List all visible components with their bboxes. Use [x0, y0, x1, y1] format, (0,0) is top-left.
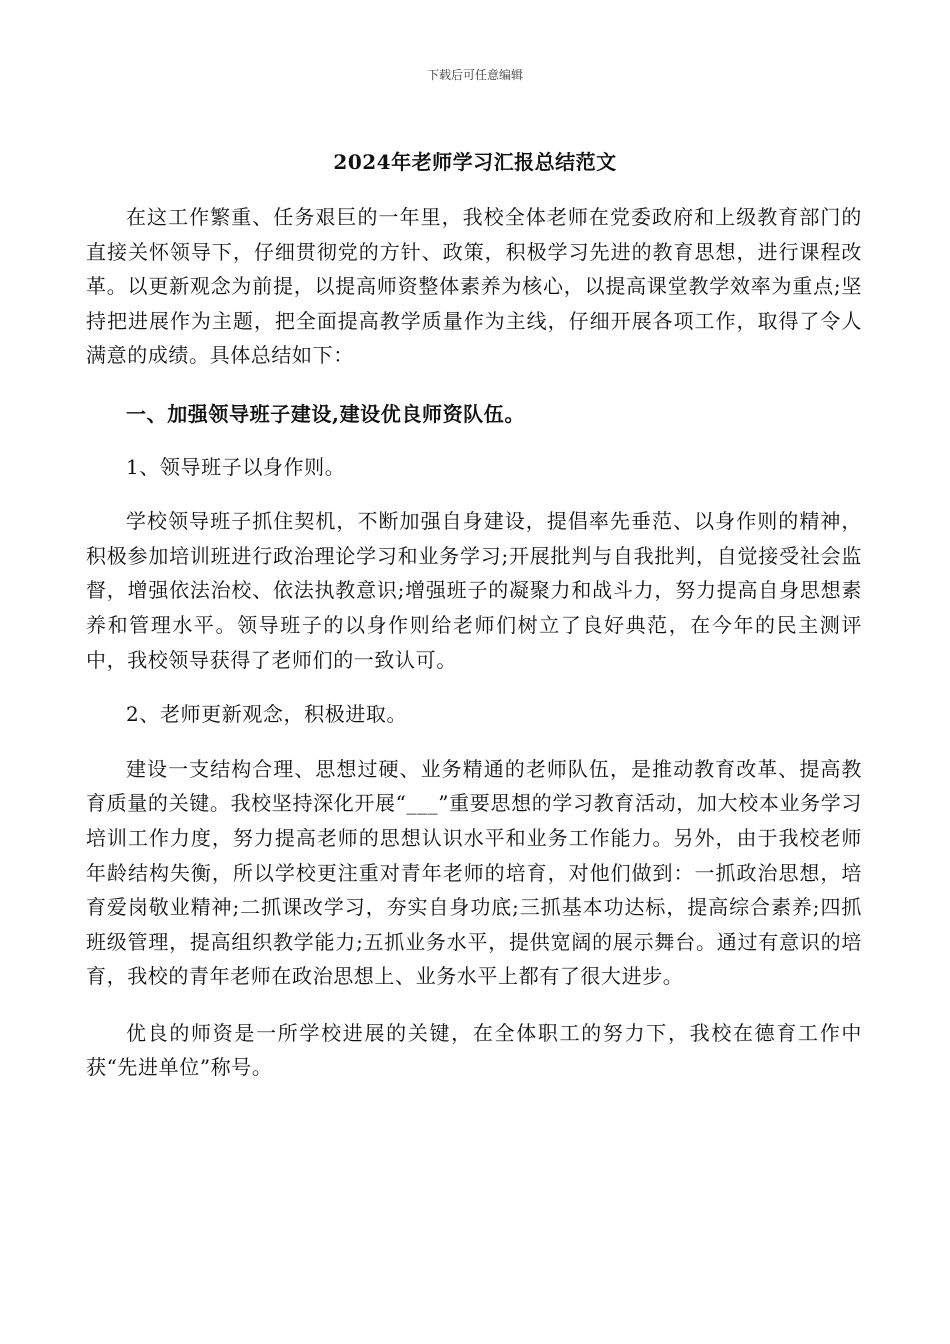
section-heading: 一、加强领导班子建设,建设优良师资队伍。	[126, 401, 525, 426]
page-header-note: 下载后可任意编辑	[426, 68, 523, 82]
item-body-paragraph: 学校领导班子抓住契机，不断加强自身建设，提倡率先垂范、以身作则的精神，积极参加培训班进行政治理论学习和业务学习;开展批判与自我批判，自觉接受社会监督，增强依法治校、依法执教意识;增强班子的凝聚力和战斗力，努力提高自身思想素养和管理水平。领导班子的以身作则给老师们树立了良好典范，在今年的民主测评中，我校领导获得了老师们的一致认可。	[86, 509, 862, 672]
item-title: 2、老师更新观念，积极进取。	[126, 702, 408, 727]
item-body-paragraph: 建设一支结构合理、思想过硬、业务精通的老师队伍，是推动教育改革、提高教育质量的关键。我校坚持深化开展“___”重要思想的学习教育活动，加大校本业务学习培训工作力度，努力提高老师的思想认识水平和业务工作能力。另外，由于我校老师年龄结构失衡，所以学校更注重对青年老师的培育，对他们做到：一抓政治思想，培育爱岗敬业精神;二抓课改学习，夯实自身功底;三抓基本功达标，提高综合素养;四抓班级管理，提高组织教学能力;五抓业务水平，提供宽阔的展示舞台。通过有意识的培育，我校的青年老师在政治思想上、业务水平上都有了很大进步。	[86, 756, 862, 989]
document-body	[86, 200, 862, 1085]
item-title: 1、领导班子以身作则。	[126, 454, 346, 479]
closing-paragraph: 优良的师资是一所学校进展的关键，在全体职工的努力下，我校在德育工作中获“先进单位”称号。	[86, 1020, 862, 1080]
intro-paragraph: 在这工作繁重、任务艰巨的一年里，我校全体老师在党委政府和上级教育部门的直接关怀领导下，仔细贯彻党的方针、政策，积极学习先进的教育思想，进行课程改革。以更新观念为前提，以提高师资整体素养为核心，以提高课堂教学效率为重点;坚持把进展作为主题，把全面提高教学质量作为主线，仔细开展各项工作，取得了令人满意的成绩。具体总结如下：	[86, 205, 862, 368]
document-title: 2024年老师学习汇报总结范文	[333, 150, 617, 174]
